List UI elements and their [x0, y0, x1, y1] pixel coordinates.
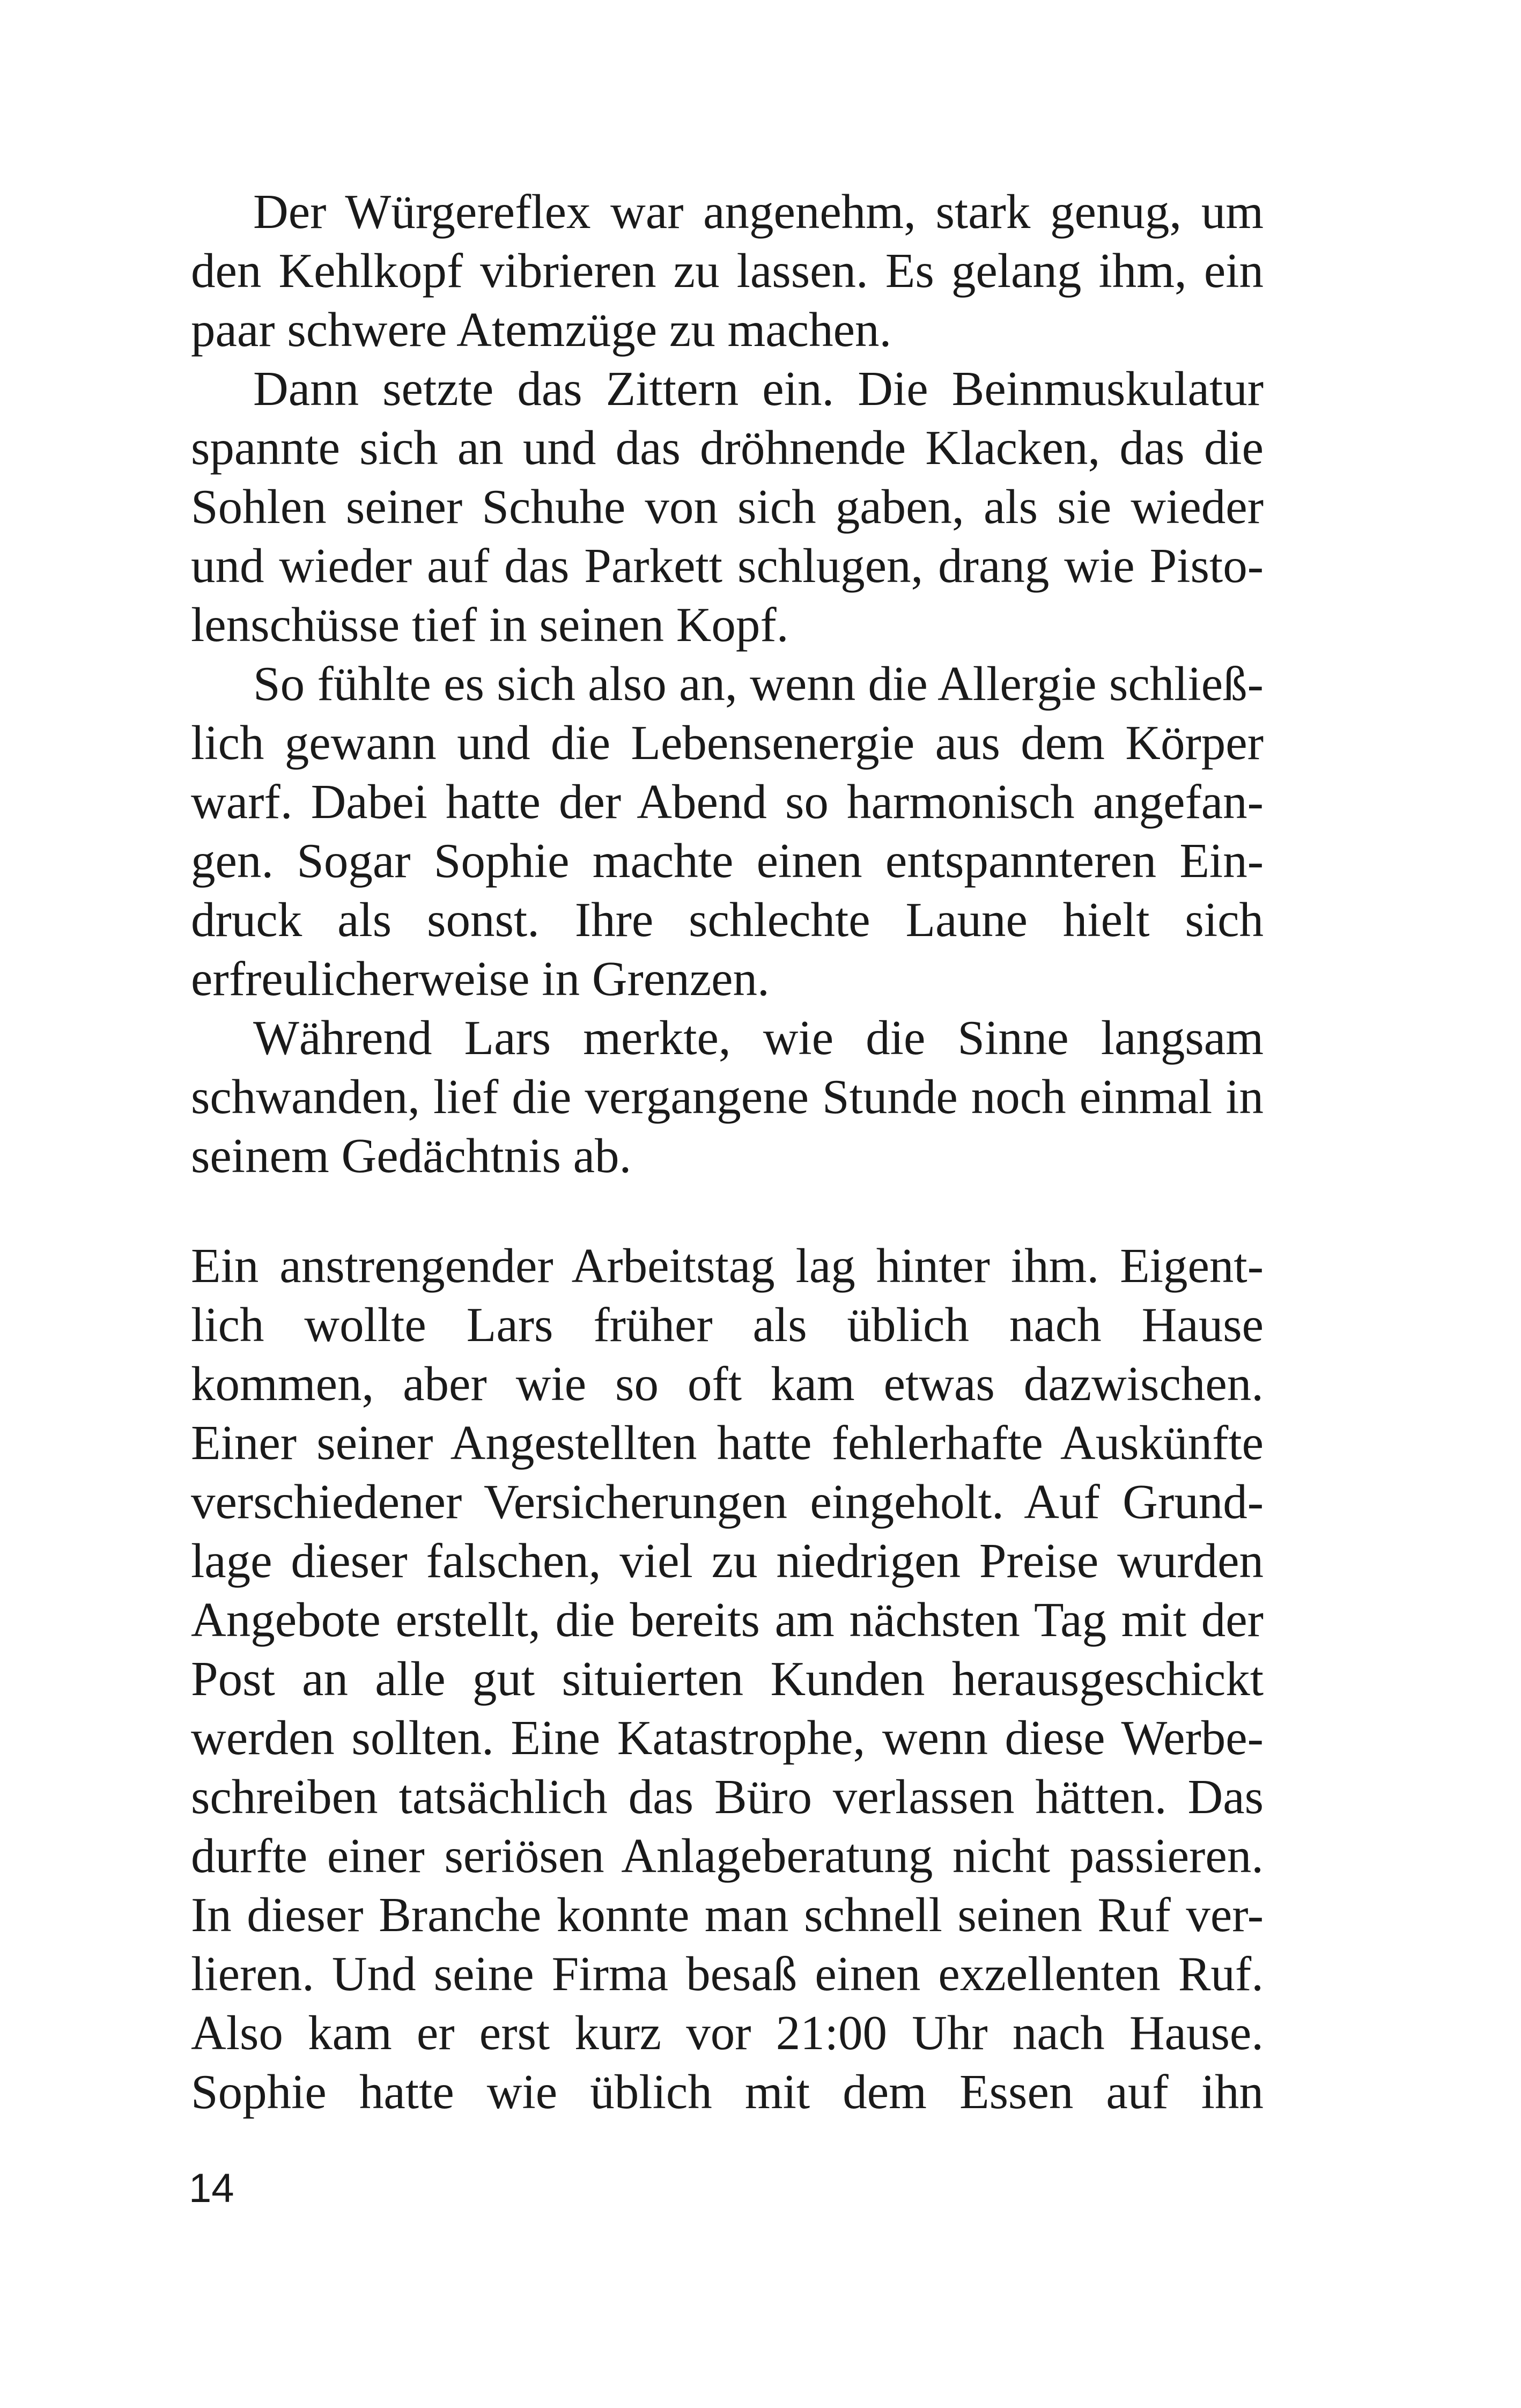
- text-line: Einer seiner Angestellten hatte fehlerhafte Auskünfte: [191, 1416, 1264, 1470]
- text-line: werden sollten. Eine Katastrophe, wenn diese Werbe-: [191, 1711, 1264, 1765]
- text-line: warf. Dabei hatte der Abend so harmonisch angefan-: [191, 775, 1264, 829]
- text-line: schwanden, lief die vergangene Stunde noch einmal in: [191, 1070, 1264, 1124]
- page-number: 14: [189, 2166, 234, 2211]
- text-line: den Kehlkopf vibrieren zu lassen. Es gelang ihm, ein: [191, 244, 1264, 298]
- paragraph-1: [191, 182, 1264, 359]
- text-line: lieren. Und seine Firma besaß einen exzellenten Ruf.: [191, 1947, 1264, 2001]
- text-line: paar schwere Atemzüge zu machen.: [191, 303, 892, 357]
- text-line: erfreulicherweise in Grenzen.: [191, 952, 770, 1006]
- text-line: gen. Sogar Sophie machte einen entspannteren Ein-: [191, 834, 1264, 888]
- text-line: verschiedener Versicherungen eingeholt. Auf Grund-: [191, 1475, 1264, 1529]
- paragraph-5: [191, 1236, 1264, 2122]
- text-line: und wieder auf das Parkett schlugen, drang wie Pisto-: [191, 539, 1264, 593]
- text-line: Angebote erstellt, die bereits am nächsten Tag mit der: [191, 1593, 1264, 1647]
- text-line: Ein anstrengender Arbeitstag lag hinter ihm. Eigent-: [191, 1239, 1264, 1293]
- text-line: Während Lars merkte, wie die Sinne langsam: [253, 1011, 1264, 1065]
- text-line: druck als sonst. Ihre schlechte Laune hielt sich: [191, 893, 1264, 947]
- text-line: lich wollte Lars früher als üblich nach Hause: [191, 1298, 1264, 1352]
- text-line: Sophie hatte wie üblich mit dem Essen auf ihn: [191, 2065, 1264, 2119]
- paragraph-3: [191, 654, 1264, 1008]
- text-line: Dann setzte das Zittern ein. Die Beinmuskulatur: [253, 362, 1264, 416]
- text-line: Sohlen seiner Schuhe von sich gaben, als sie wieder: [191, 480, 1264, 534]
- text-line: In dieser Branche konnte man schnell seinen Ruf ver-: [191, 1888, 1264, 1942]
- text-line: spannte sich an und das dröhnende Klacken, das die: [191, 421, 1264, 475]
- text-line: schreiben tatsächlich das Büro verlassen hätten. Das: [191, 1770, 1264, 1824]
- text-line: lich gewann und die Lebensenergie aus dem Körper: [191, 716, 1264, 770]
- text-line: seinem Gedächtnis ab.: [191, 1129, 632, 1183]
- paragraph-4: [191, 1008, 1264, 1185]
- text-line: kommen, aber wie so oft kam etwas dazwischen.: [191, 1357, 1264, 1411]
- text-line: lage dieser falschen, viel zu niedrigen Preise wurden: [191, 1534, 1264, 1588]
- text-line: So fühlte es sich also an, wenn die Allergie schließ-: [253, 657, 1264, 711]
- text-line: Also kam er erst kurz vor 21:00 Uhr nach Hause.: [191, 2006, 1264, 2060]
- text-line: lenschüsse tief in seinen Kopf.: [191, 598, 789, 652]
- text-section-1: [191, 182, 1264, 1185]
- text-line: Der Würgereflex war angenehm, stark genug, um: [253, 185, 1264, 239]
- text-section-2: [191, 1236, 1264, 2122]
- text-line: Post an alle gut situierten Kunden herausgeschickt: [191, 1652, 1264, 1706]
- text-line: durfte einer seriösen Anlageberatung nicht passieren.: [191, 1829, 1264, 1883]
- paragraph-2: [191, 359, 1264, 654]
